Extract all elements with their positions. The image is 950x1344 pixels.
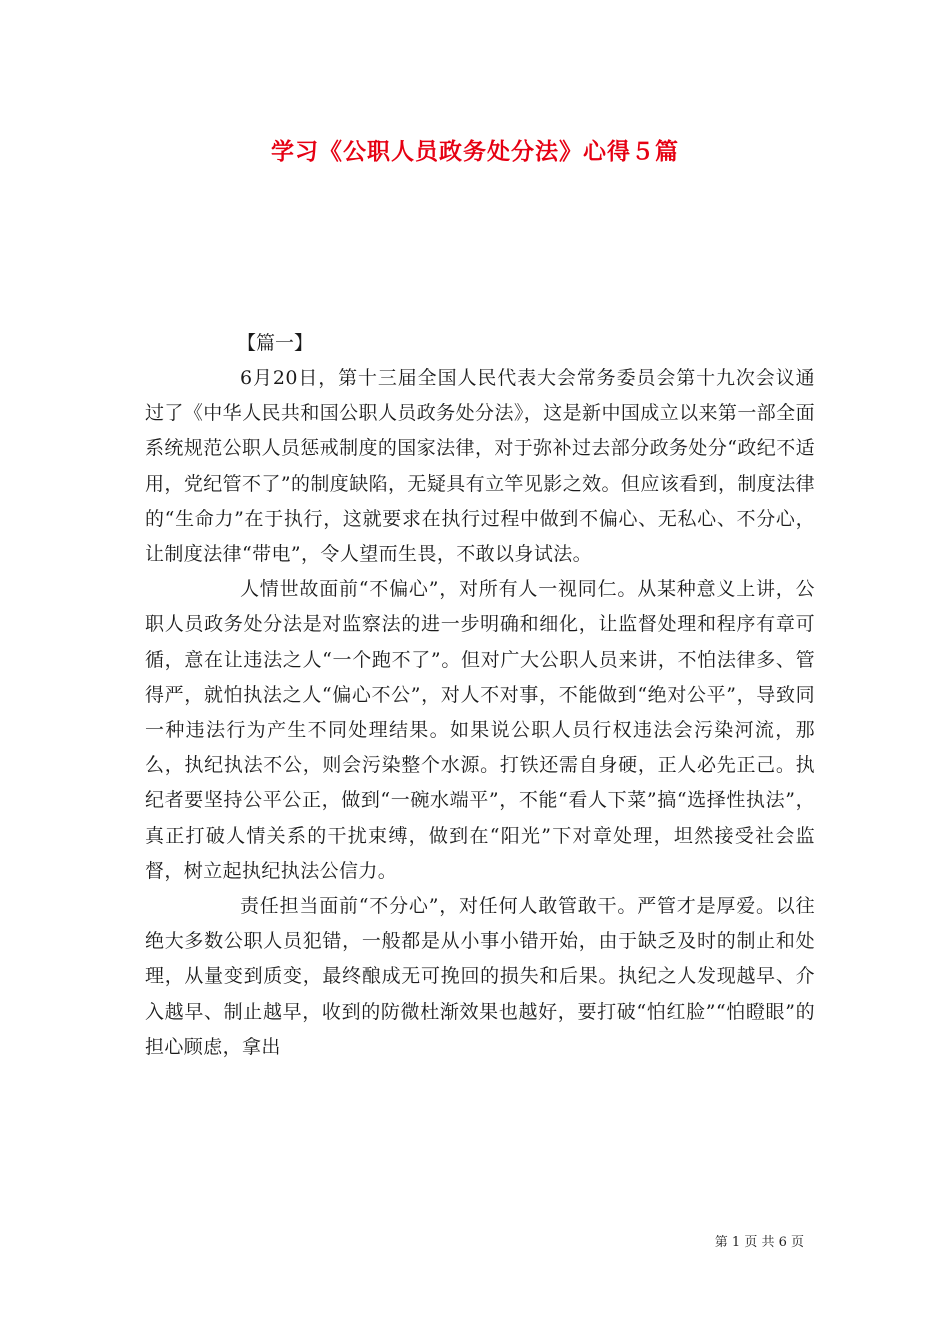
document-title: 学习《公职人员政务处分法》心得５篇 — [271, 138, 679, 165]
document-body — [145, 326, 815, 1065]
page-number-footer: 第 1 页 共 6 页 — [714, 1235, 804, 1250]
paragraph: 人情世故面前“不偏心”，对所有人一视同仁。从某种意义上讲，公职人员政务处分法是对监察法的进一步明确和细化，让监督处理和程序有章可循，意在让违法之人“一个跑不了”。但对广大公职人员来讲，不怕法律多、管得严，就怕执法之人“偏心不公”，对人不对事，不能做到“绝对公平”，导致同一种违法行为产生不同处理结果。如果说公职人员行权违法会污染河流，那么，执纪执法不公，则会污染整个水源。打铁还需自身硬，正人必先正己。执纪者要坚持公平公正，做到“一碗水端平”，不能“看人下菜”搞“选择性执法”，真正打破人情关系的干扰束缚，做到在“阳光”下对章处理，坦然接受社会监督，树立起执纪执法公信力。 — [145, 578, 815, 882]
paragraph: 6月20日，第十三届全国人民代表大会常务委员会第十九次会议通过了《中华人民共和国公职人员政务处分法》，这是新中国成立以来第一部全面系统规范公职人员惩戒制度的国家法律，对于弥补过去部分政务处分“政纪不适用，党纪管不了”的制度缺陷，无疑具有立竿见影之效。但应该看到，制度法律的“生命力”在于执行，这就要求在执行过程中做到不偏心、无私心、不分心，让制度法律“带电”，令人望而生畏，不敢以身试法。 — [145, 367, 815, 566]
paragraph: 责任担当面前“不分心”，对任何人敢管敢干。严管才是厚爱。以往绝大多数公职人员犯错，一般都是从小事小错开始，由于缺乏及时的制止和处理，从量变到质变，最终酿成无可挽回的损失和后果。执纪之人发现越早、介入越早、制止越早，收到的防微杜渐效果也越好，要打破“怕红脸”“怕瞪眼”的担心顾虑，拿出 — [145, 895, 815, 1058]
section-heading: 【篇一】 — [237, 332, 314, 354]
